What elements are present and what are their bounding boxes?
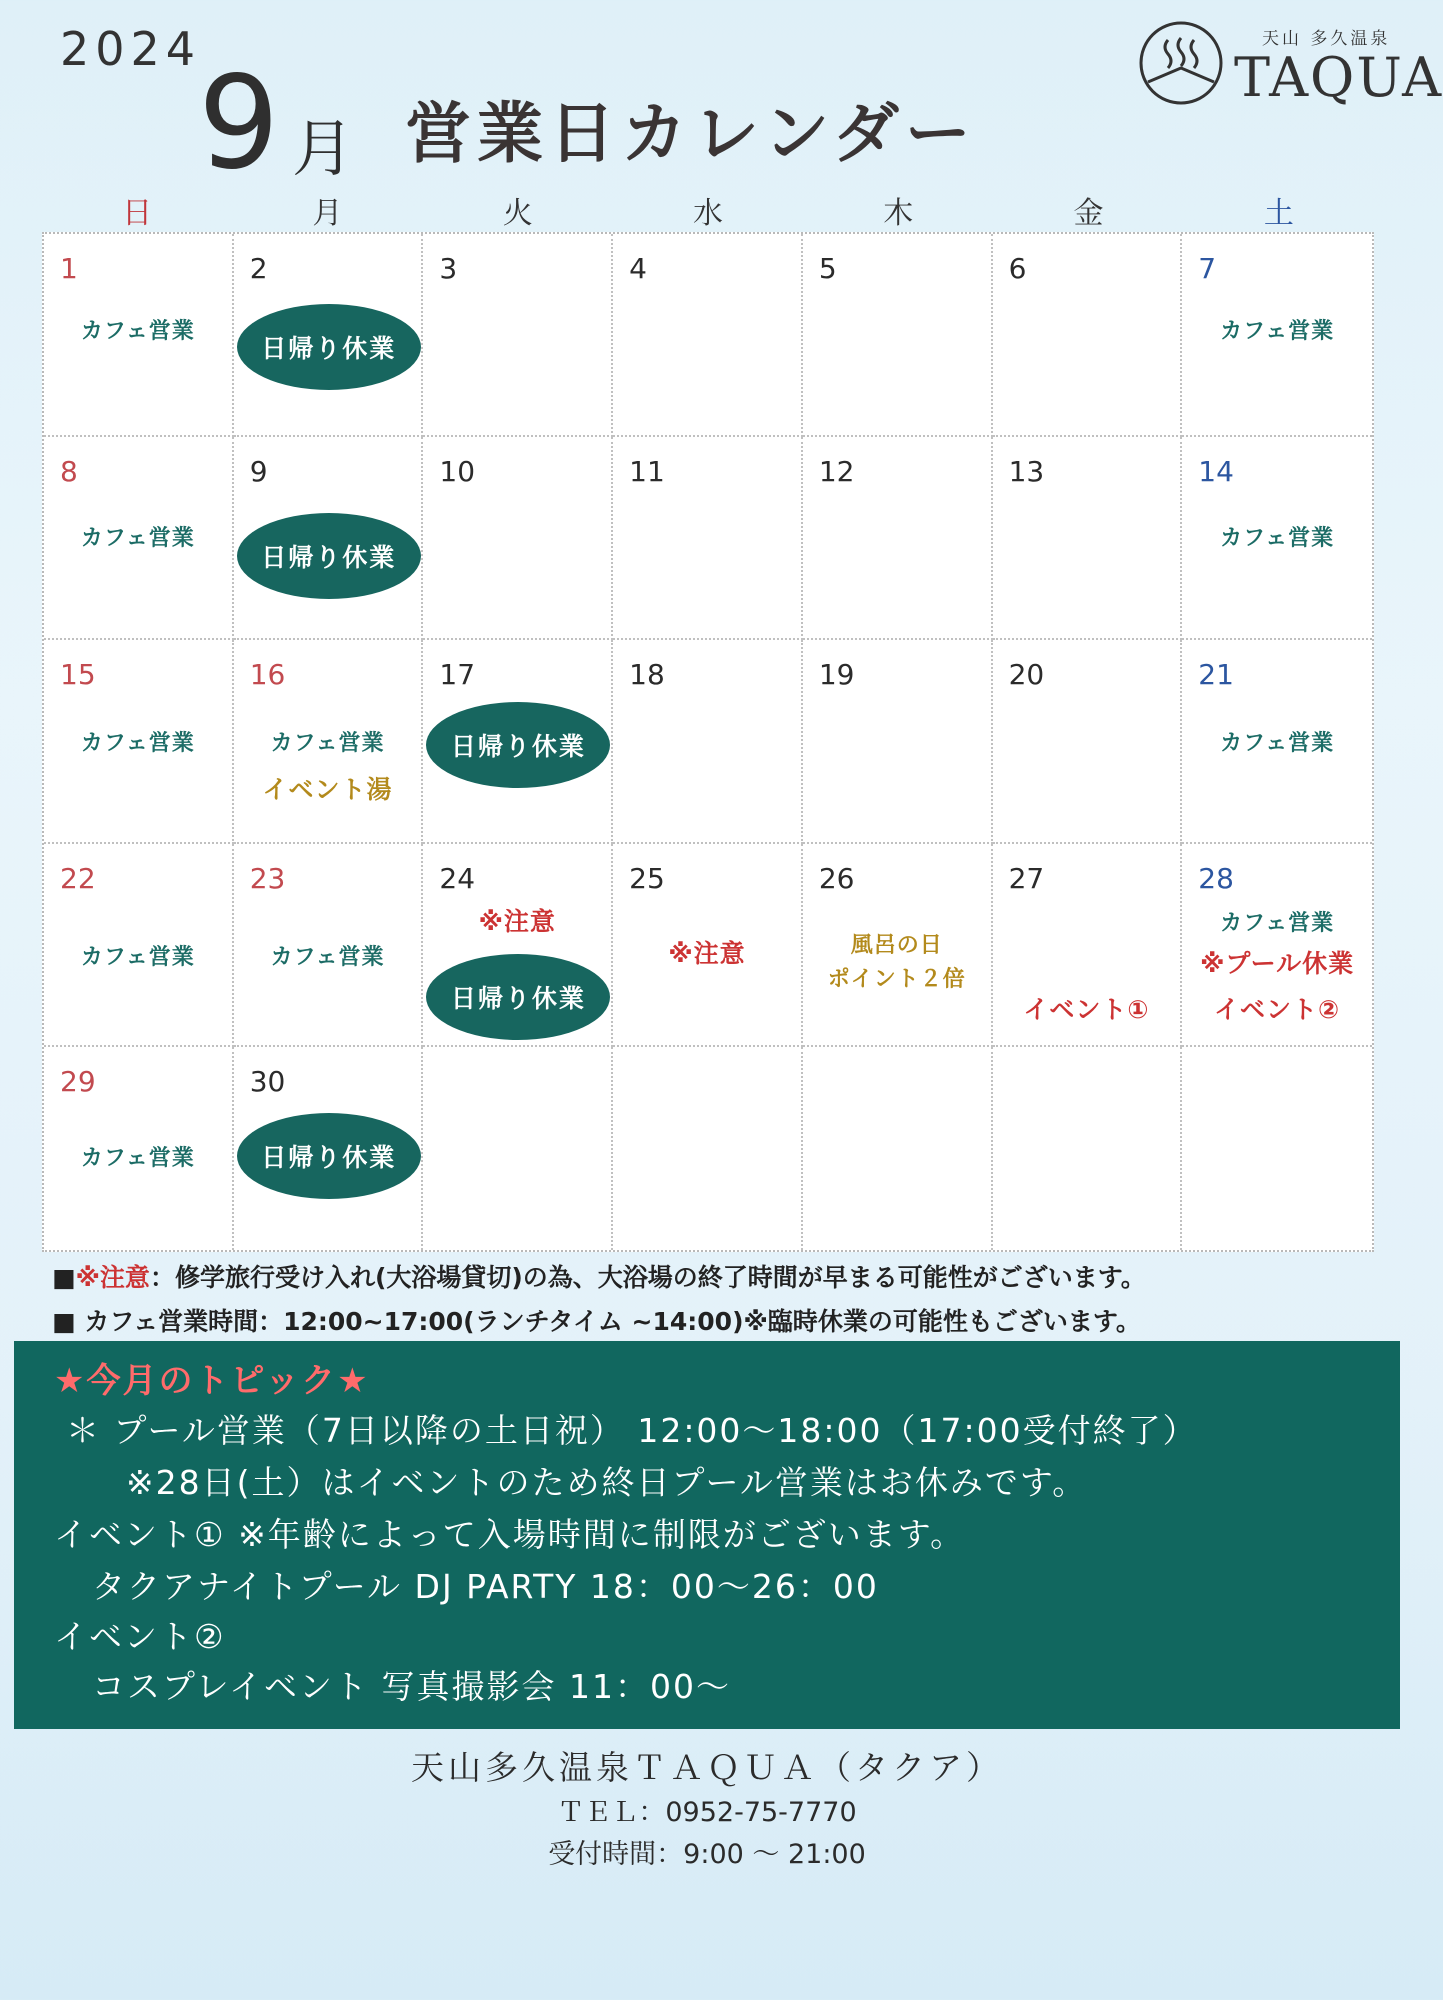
day-number: 27 [1008,861,1045,895]
day-number: 20 [1008,658,1045,692]
day-number: 30 [249,1064,286,1098]
empty-cell [423,1047,613,1250]
day-number: 19 [818,658,855,692]
cafe-label: カフェ営業 [270,944,385,970]
day-number: 14 [1198,455,1234,489]
day-number: 18 [629,658,665,692]
day-number: 24 [439,861,476,895]
taqua-logo [1138,18,1443,109]
day-cell-12 [803,437,993,640]
day-number: 9 [249,455,268,489]
cafe-label: カフェ営業 [80,1145,195,1171]
calendar-year: 2024 [60,22,202,76]
day-cell-5 [803,234,993,437]
empty-cell [613,1047,803,1250]
topic-cosplay: コスプレイベント 写真撮影会 11：00～ [92,1667,731,1706]
day-number: 8 [60,455,78,489]
day-cell-8 [44,437,234,640]
day-cell-22 [44,844,234,1047]
day-cell-26 [803,844,993,1047]
day-cell-28 [1182,844,1372,1047]
weekday-mon: 月 [312,196,343,231]
note-caution [52,1258,1146,1294]
day-number: 25 [629,861,665,895]
day-number: 7 [1198,252,1217,285]
caution-label: ※注意 [478,906,556,936]
empty-cell [803,1047,993,1250]
weekday-sun: 日 [122,196,153,231]
day-number: 26 [818,861,855,895]
empty-cell [1182,1047,1372,1250]
topic-event-2: イベント② [54,1617,226,1656]
note-caution-text: ：修学旅行受け入れ(大浴場貸切)の為、大浴場の終了時間が早まる可能性がございます。 [149,1263,1146,1292]
day-cell-29 [44,1047,234,1250]
day-number: 21 [1198,658,1234,692]
day-number: 22 [60,861,96,895]
day-number: 5 [818,252,837,285]
day-number: 10 [439,455,476,489]
weekday-tue: 火 [502,196,533,231]
day-number: 3 [439,252,458,285]
topic-night-pool: タクアナイトプール DJ PARTY 18：00～26：00 [92,1567,879,1606]
cafe-label: カフェ営業 [1220,319,1335,344]
topics-title: ★今月のトピック★ [54,1361,370,1401]
day-number: 4 [629,252,647,285]
day-cell-9 [234,437,424,640]
day-cell-25 [613,844,803,1047]
cafe-label: カフェ営業 [1220,526,1335,552]
weekday-header [42,188,1374,230]
phone-number: ＴＥＬ：0952-75-7770 [557,1797,857,1828]
logo-name: TAQUA [1234,46,1443,109]
cafe-label: カフェ営業 [270,731,385,757]
day-cell-18 [613,640,803,843]
closed-badge: 日帰り休業 [237,1113,421,1199]
day-cell-24 [423,844,613,1047]
day-number: 15 [60,658,96,692]
day-cell-17 [423,640,613,843]
day-cell-10 [423,437,613,640]
logo-subtitle: 天山 多久温泉 [1262,29,1391,49]
day-number: 17 [439,658,476,692]
day-number: 29 [60,1064,96,1098]
closed-badge: 日帰り休業 [426,954,610,1040]
day-cell-30 [234,1047,424,1250]
day-number: 16 [249,658,286,692]
cafe-label: カフェ営業 [80,731,195,757]
day-number: 6 [1008,252,1027,285]
day-cell-19 [803,640,993,843]
day-number: 23 [249,861,286,895]
topic-pool-hours: ＊ プール営業（7日以降の土日祝） 12:00～18:00（17:00受付終了） [66,1411,1198,1450]
topic-pool-closed-note: ※28日(土）はイベントのため終日プール営業はお休みです。 [126,1463,1088,1502]
event-2-label: イベント② [1214,994,1341,1024]
page-title: 営業日カレンダー [405,95,977,172]
cafe-label: カフェ営業 [1220,731,1335,757]
day-number: 2 [249,252,268,285]
day-cell-2 [234,234,424,437]
day-cell-6 [993,234,1183,437]
day-cell-13 [993,437,1183,640]
weekday-wed: 水 [692,196,723,231]
weekday-fri: 金 [1073,196,1104,231]
note-caution-label: ※注意 [75,1263,150,1292]
empty-cell [993,1047,1183,1250]
day-cell-15 [44,640,234,843]
day-cell-14 [1182,437,1372,640]
month-kanji: 月 [292,112,355,185]
weekday-thu: 木 [883,196,914,231]
day-cell-20 [993,640,1183,843]
reception-hours: 受付時間：9:00 ～ 21:00 [548,1839,866,1870]
day-cell-11 [613,437,803,640]
note-bullet: ■ [52,1263,76,1292]
day-cell-27 [993,844,1183,1047]
cafe-label: カフェ営業 [80,319,195,344]
facility-name: 天山多久温泉ＴＡＱＵＡ（タクア） [411,1748,1003,1787]
day-number: 28 [1198,861,1234,895]
day-number: 12 [818,455,855,489]
month-number: 9 [198,49,280,198]
calendar-grid [42,232,1374,1252]
caution-label: ※注意 [668,938,746,968]
note-cafe-hours: ■ カフェ営業時間：12:00~17:00(ランチタイム ~14:00)※臨時休業の可能性もございます。 [52,1307,1141,1336]
day-number: 1 [60,252,78,285]
day-cell-16 [234,640,424,843]
topic-event-1: イベント① ※年齢によって入場時間に制限がございます。 [54,1515,966,1554]
day-cell-1 [44,234,234,437]
hot-spring-logo-icon [1138,20,1224,106]
pool-closed-label: ※プール休業 [1200,948,1355,978]
weekday-sat: 土 [1263,196,1294,231]
closed-badge: 日帰り休業 [237,304,421,390]
day-cell-3 [423,234,613,437]
closed-badge: 日帰り休業 [426,702,610,788]
day-cell-21 [1182,640,1372,843]
day-number: 13 [1008,455,1045,489]
topics-panel [14,1341,1400,1729]
day-number: 11 [629,455,665,489]
event-bath-label: イベント湯 [262,775,393,805]
cafe-label: カフェ営業 [80,944,195,970]
event-1-label: イベント① [1023,994,1150,1024]
points-double-label: ポイント２倍 [827,966,966,992]
day-cell-23 [234,844,424,1047]
cafe-label: カフェ営業 [80,526,195,552]
cafe-label: カフェ営業 [1220,910,1335,936]
day-cell-4 [613,234,803,437]
day-cell-7 [1182,234,1372,437]
bath-day-label: 風呂の日 [850,932,943,958]
closed-badge: 日帰り休業 [237,513,421,599]
